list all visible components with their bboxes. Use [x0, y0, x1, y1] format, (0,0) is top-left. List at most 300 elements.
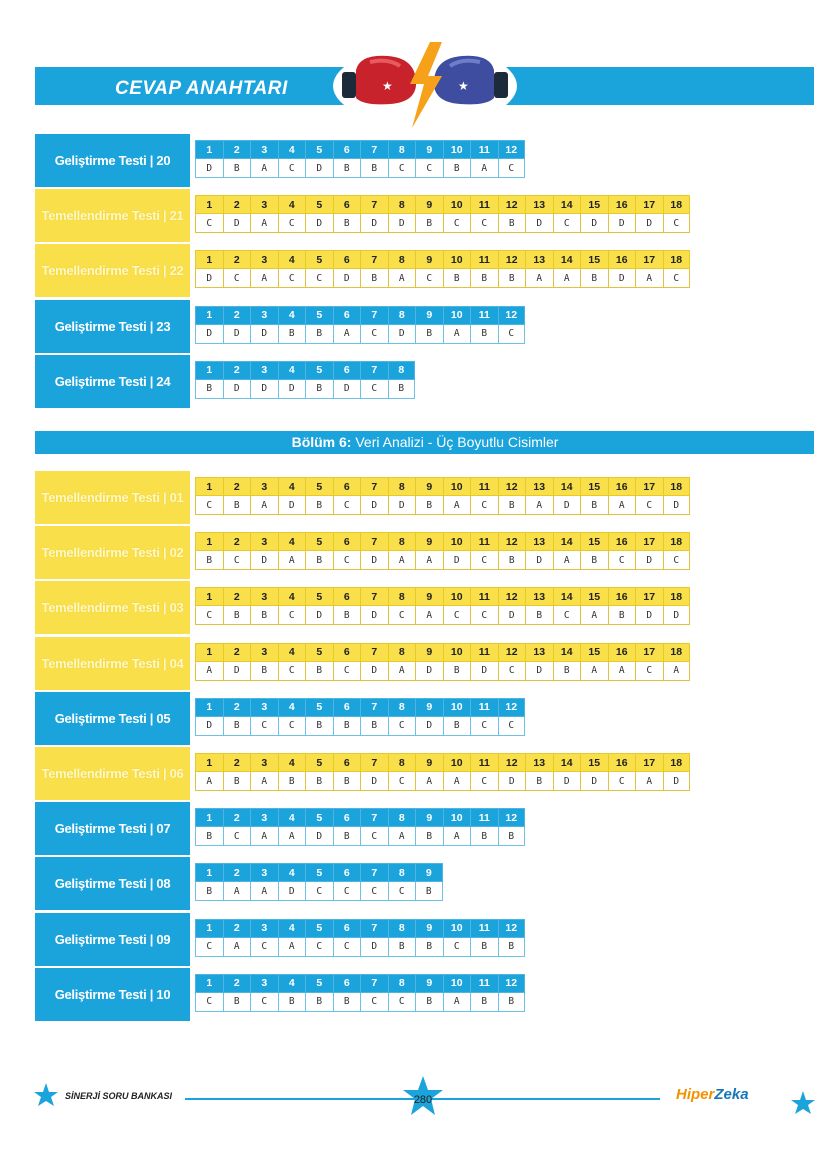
test-label: Geliştirme Testi | 23	[35, 300, 190, 353]
question-number: 7	[360, 698, 388, 717]
answer-cell: C	[278, 662, 306, 681]
answer-cell: C	[333, 882, 361, 901]
question-number: 5	[305, 863, 333, 882]
question-number-row	[195, 808, 525, 827]
answer-cell: D	[608, 214, 636, 233]
question-number: 10	[443, 753, 471, 772]
answer-row	[195, 938, 525, 957]
question-number: 4	[278, 753, 306, 772]
question-number: 12	[498, 919, 526, 938]
question-number: 14	[553, 643, 581, 662]
answer-cell: B	[333, 159, 361, 178]
question-number: 10	[443, 195, 471, 214]
question-number: 2	[223, 250, 251, 269]
question-number-row	[195, 643, 690, 662]
question-number: 9	[415, 753, 443, 772]
question-number-row	[195, 587, 690, 606]
question-number: 7	[360, 587, 388, 606]
question-number: 6	[333, 532, 361, 551]
answer-cell: B	[195, 827, 223, 846]
answer-cell: D	[195, 325, 223, 344]
question-number: 15	[580, 587, 608, 606]
question-number: 8	[388, 532, 416, 551]
answer-cell: A	[553, 269, 581, 288]
answer-cell: B	[278, 772, 306, 791]
question-number: 11	[470, 587, 498, 606]
answer-cell: A	[333, 325, 361, 344]
question-number: 7	[360, 140, 388, 159]
question-number: 18	[663, 250, 691, 269]
question-number: 14	[553, 587, 581, 606]
question-number: 6	[333, 919, 361, 938]
answer-cell: C	[360, 325, 388, 344]
answer-cell: B	[443, 662, 471, 681]
answer-cell: B	[525, 606, 553, 625]
answer-cell: A	[415, 551, 443, 570]
question-number: 3	[250, 698, 278, 717]
question-number: 5	[305, 698, 333, 717]
answer-cell: A	[388, 269, 416, 288]
answer-cell: C	[635, 662, 663, 681]
answer-cell: C	[195, 214, 223, 233]
answer-cell: D	[388, 496, 416, 515]
question-number: 5	[305, 250, 333, 269]
answer-cell: A	[608, 662, 636, 681]
page-title: CEVAP ANAHTARI	[115, 78, 288, 99]
question-number-row	[195, 698, 525, 717]
answer-cell: C	[360, 380, 388, 399]
answer-cell: A	[635, 772, 663, 791]
question-number: 3	[250, 195, 278, 214]
answer-cell: B	[305, 380, 333, 399]
question-number: 10	[443, 587, 471, 606]
answer-cell: B	[470, 993, 498, 1012]
question-number: 9	[415, 698, 443, 717]
answer-cell: C	[498, 325, 526, 344]
question-number: 12	[498, 974, 526, 993]
question-number-row	[195, 361, 415, 380]
question-number: 4	[278, 643, 306, 662]
answer-cell: C	[663, 269, 691, 288]
question-number: 14	[553, 195, 581, 214]
question-number: 10	[443, 698, 471, 717]
answer-cell: D	[388, 214, 416, 233]
question-number: 6	[333, 195, 361, 214]
answer-cell: B	[195, 882, 223, 901]
answer-cell: B	[498, 551, 526, 570]
question-number: 9	[415, 808, 443, 827]
question-number: 7	[360, 477, 388, 496]
test-label: Temellendirme Testi | 03	[35, 581, 190, 634]
answer-row	[195, 772, 690, 791]
section-name: Veri Analizi - Üç Boyutlu Cisimler	[351, 434, 559, 450]
question-number: 3	[250, 863, 278, 882]
question-number-row	[195, 140, 525, 159]
answer-cell: B	[305, 717, 333, 736]
answer-cell: D	[250, 325, 278, 344]
question-number: 15	[580, 532, 608, 551]
answer-grid	[195, 808, 525, 846]
test-label: Temellendirme Testi | 22	[35, 244, 190, 297]
question-number: 10	[443, 250, 471, 269]
brand-part-2: Zeka	[714, 1086, 749, 1103]
answer-cell: D	[223, 662, 251, 681]
question-number: 8	[388, 587, 416, 606]
answer-cell: A	[223, 938, 251, 957]
answer-cell: D	[580, 772, 608, 791]
answer-cell: D	[223, 325, 251, 344]
answer-cell: C	[443, 938, 471, 957]
question-number-row	[195, 863, 443, 882]
question-number: 7	[360, 306, 388, 325]
answer-cell: B	[470, 938, 498, 957]
answer-cell: C	[498, 159, 526, 178]
question-number-row	[195, 753, 690, 772]
answer-cell: C	[195, 606, 223, 625]
question-number: 9	[415, 974, 443, 993]
answer-cell: B	[195, 380, 223, 399]
question-number: 5	[305, 643, 333, 662]
question-number: 1	[195, 250, 223, 269]
question-number: 10	[443, 532, 471, 551]
answer-cell: B	[498, 938, 526, 957]
answer-cell: D	[498, 772, 526, 791]
question-number: 16	[608, 587, 636, 606]
question-number: 17	[635, 587, 663, 606]
answer-cell: C	[635, 496, 663, 515]
answer-cell: C	[195, 496, 223, 515]
question-number: 14	[553, 477, 581, 496]
question-number: 9	[415, 140, 443, 159]
question-number: 2	[223, 643, 251, 662]
answer-cell: B	[470, 827, 498, 846]
question-number: 17	[635, 532, 663, 551]
answer-cell: D	[360, 551, 388, 570]
question-number: 11	[470, 808, 498, 827]
question-number: 5	[305, 195, 333, 214]
question-number: 4	[278, 477, 306, 496]
question-number: 18	[663, 195, 691, 214]
answer-cell: C	[608, 772, 636, 791]
answer-row	[195, 606, 690, 625]
answer-cell: A	[195, 662, 223, 681]
question-number: 6	[333, 477, 361, 496]
question-number: 17	[635, 250, 663, 269]
answer-grid	[195, 919, 525, 957]
answer-cell: A	[250, 159, 278, 178]
answer-cell: C	[278, 214, 306, 233]
question-number: 12	[498, 587, 526, 606]
question-number: 3	[250, 643, 278, 662]
answer-cell: B	[223, 606, 251, 625]
answer-cell: A	[553, 551, 581, 570]
answer-cell: C	[278, 606, 306, 625]
answer-cell: D	[333, 269, 361, 288]
question-number: 16	[608, 643, 636, 662]
answer-cell: C	[250, 717, 278, 736]
question-number: 4	[278, 808, 306, 827]
question-number: 5	[305, 974, 333, 993]
test-label: Geliştirme Testi | 09	[35, 913, 190, 966]
answer-cell: D	[278, 380, 306, 399]
answer-cell: D	[223, 380, 251, 399]
answer-cell: A	[388, 551, 416, 570]
test-label: Temellendirme Testi | 04	[35, 637, 190, 690]
answer-cell: C	[470, 772, 498, 791]
question-number: 8	[388, 698, 416, 717]
answer-grid	[195, 195, 690, 233]
question-number: 8	[388, 195, 416, 214]
answer-cell: B	[305, 993, 333, 1012]
question-number: 4	[278, 698, 306, 717]
answer-cell: C	[388, 882, 416, 901]
question-number: 7	[360, 808, 388, 827]
answer-cell: D	[635, 606, 663, 625]
answer-cell: B	[250, 606, 278, 625]
question-number: 12	[498, 195, 526, 214]
answer-cell: C	[498, 717, 526, 736]
question-number: 4	[278, 919, 306, 938]
question-number: 6	[333, 643, 361, 662]
question-number: 9	[415, 195, 443, 214]
question-number: 5	[305, 306, 333, 325]
question-number: 1	[195, 643, 223, 662]
question-number: 16	[608, 477, 636, 496]
answer-cell: B	[415, 993, 443, 1012]
answer-grid	[195, 250, 690, 288]
answer-cell: C	[360, 882, 388, 901]
answer-cell: B	[223, 993, 251, 1012]
question-number: 7	[360, 919, 388, 938]
question-number: 10	[443, 808, 471, 827]
question-number: 11	[470, 532, 498, 551]
answer-cell: D	[553, 496, 581, 515]
question-number: 8	[388, 140, 416, 159]
answer-cell: D	[580, 214, 608, 233]
answer-cell: C	[305, 882, 333, 901]
answer-cell: B	[223, 496, 251, 515]
answer-cell: C	[278, 159, 306, 178]
page-number: 280	[413, 1094, 433, 1106]
question-number: 10	[443, 643, 471, 662]
question-number: 13	[525, 753, 553, 772]
answer-cell: B	[470, 325, 498, 344]
question-number: 13	[525, 643, 553, 662]
question-number: 2	[223, 361, 251, 380]
question-number: 11	[470, 195, 498, 214]
answer-cell: C	[333, 551, 361, 570]
question-number: 1	[195, 140, 223, 159]
question-number: 1	[195, 974, 223, 993]
question-number: 13	[525, 587, 553, 606]
answer-cell: B	[360, 159, 388, 178]
question-number: 12	[498, 698, 526, 717]
answer-grid	[195, 974, 525, 1012]
answer-cell: A	[415, 606, 443, 625]
answer-cell: A	[470, 159, 498, 178]
question-number: 9	[415, 532, 443, 551]
test-label: Temellendirme Testi | 02	[35, 526, 190, 579]
question-number-row	[195, 919, 525, 938]
answer-cell: B	[305, 551, 333, 570]
answer-cell: B	[305, 325, 333, 344]
answer-cell: A	[250, 214, 278, 233]
answer-cell: C	[195, 938, 223, 957]
question-number: 5	[305, 532, 333, 551]
question-number: 15	[580, 195, 608, 214]
answer-cell: C	[470, 606, 498, 625]
question-number: 3	[250, 753, 278, 772]
answer-cell: D	[525, 214, 553, 233]
answer-cell: D	[663, 772, 691, 791]
answer-grid	[195, 361, 415, 399]
answer-cell: A	[250, 269, 278, 288]
question-number: 17	[635, 477, 663, 496]
answer-cell: B	[415, 214, 443, 233]
question-number: 11	[470, 643, 498, 662]
answer-cell: A	[443, 993, 471, 1012]
question-number: 17	[635, 195, 663, 214]
question-number: 10	[443, 477, 471, 496]
answer-cell: C	[470, 496, 498, 515]
answer-cell: A	[635, 269, 663, 288]
question-number: 4	[278, 361, 306, 380]
question-number: 10	[443, 974, 471, 993]
svg-text:★: ★	[382, 79, 393, 93]
answer-grid	[195, 477, 690, 515]
question-number: 5	[305, 808, 333, 827]
answer-cell: D	[305, 159, 333, 178]
brand-part-1: Hiper	[676, 1086, 715, 1103]
answer-cell: A	[250, 882, 278, 901]
answer-cell: C	[443, 214, 471, 233]
question-number: 10	[443, 306, 471, 325]
question-number: 12	[498, 532, 526, 551]
answer-cell: B	[608, 606, 636, 625]
question-number: 1	[195, 919, 223, 938]
answer-cell: C	[388, 717, 416, 736]
question-number: 3	[250, 587, 278, 606]
answer-cell: C	[470, 717, 498, 736]
question-number: 6	[333, 863, 361, 882]
answer-cell: D	[663, 606, 691, 625]
answer-cell: B	[250, 662, 278, 681]
answer-grid	[195, 532, 690, 570]
answer-row	[195, 325, 525, 344]
test-label: Geliştirme Testi | 05	[35, 692, 190, 745]
answer-cell: A	[250, 827, 278, 846]
answer-cell: B	[498, 827, 526, 846]
answer-cell: B	[415, 325, 443, 344]
question-number: 18	[663, 477, 691, 496]
question-number: 3	[250, 140, 278, 159]
question-number-row	[195, 195, 690, 214]
answer-row	[195, 827, 525, 846]
question-number: 8	[388, 643, 416, 662]
test-label: Geliştirme Testi | 10	[35, 968, 190, 1021]
question-number: 18	[663, 532, 691, 551]
question-number: 7	[360, 250, 388, 269]
question-number: 1	[195, 698, 223, 717]
question-number: 6	[333, 587, 361, 606]
answer-cell: B	[278, 325, 306, 344]
question-number-row	[195, 532, 690, 551]
answer-cell: B	[333, 993, 361, 1012]
answer-cell: C	[608, 551, 636, 570]
answer-cell: B	[278, 993, 306, 1012]
answer-row	[195, 496, 690, 515]
answer-cell: D	[635, 214, 663, 233]
answer-cell: B	[333, 717, 361, 736]
answer-cell: B	[580, 496, 608, 515]
answer-cell: D	[278, 882, 306, 901]
answer-cell: B	[223, 772, 251, 791]
answer-cell: D	[305, 214, 333, 233]
answer-cell: B	[498, 214, 526, 233]
answer-cell: C	[333, 662, 361, 681]
question-number: 3	[250, 361, 278, 380]
answer-row	[195, 993, 525, 1012]
answer-cell: A	[663, 662, 691, 681]
answer-cell: D	[663, 496, 691, 515]
answer-cell: B	[195, 551, 223, 570]
answer-cell: C	[415, 159, 443, 178]
answer-cell: D	[470, 662, 498, 681]
answer-cell: B	[580, 269, 608, 288]
answer-cell: A	[195, 772, 223, 791]
question-number: 7	[360, 863, 388, 882]
question-number: 6	[333, 250, 361, 269]
question-number: 1	[195, 587, 223, 606]
question-number: 3	[250, 532, 278, 551]
question-number: 8	[388, 919, 416, 938]
question-number: 9	[415, 587, 443, 606]
question-number: 2	[223, 919, 251, 938]
answer-cell: A	[223, 882, 251, 901]
question-number-row	[195, 477, 690, 496]
answer-cell: C	[663, 214, 691, 233]
test-label: Geliştirme Testi | 24	[35, 355, 190, 408]
answer-cell: B	[305, 496, 333, 515]
answer-cell: B	[498, 496, 526, 515]
answer-cell: D	[360, 772, 388, 791]
question-number: 12	[498, 477, 526, 496]
answer-cell: D	[305, 827, 333, 846]
answer-cell: C	[443, 606, 471, 625]
answer-row	[195, 717, 525, 736]
question-number: 15	[580, 250, 608, 269]
answer-cell: C	[223, 551, 251, 570]
question-number: 3	[250, 306, 278, 325]
question-number: 10	[443, 919, 471, 938]
answer-cell: D	[278, 496, 306, 515]
question-number: 6	[333, 361, 361, 380]
answer-cell: D	[223, 214, 251, 233]
question-number: 11	[470, 698, 498, 717]
answer-grid	[195, 698, 525, 736]
answer-cell: D	[498, 606, 526, 625]
question-number: 11	[470, 306, 498, 325]
answer-cell: D	[415, 717, 443, 736]
answer-cell: D	[305, 606, 333, 625]
answer-cell: D	[635, 551, 663, 570]
answer-cell: B	[443, 269, 471, 288]
answer-cell: D	[443, 551, 471, 570]
answer-cell: C	[278, 269, 306, 288]
answer-cell: C	[360, 827, 388, 846]
answer-cell: C	[498, 662, 526, 681]
question-number: 10	[443, 140, 471, 159]
